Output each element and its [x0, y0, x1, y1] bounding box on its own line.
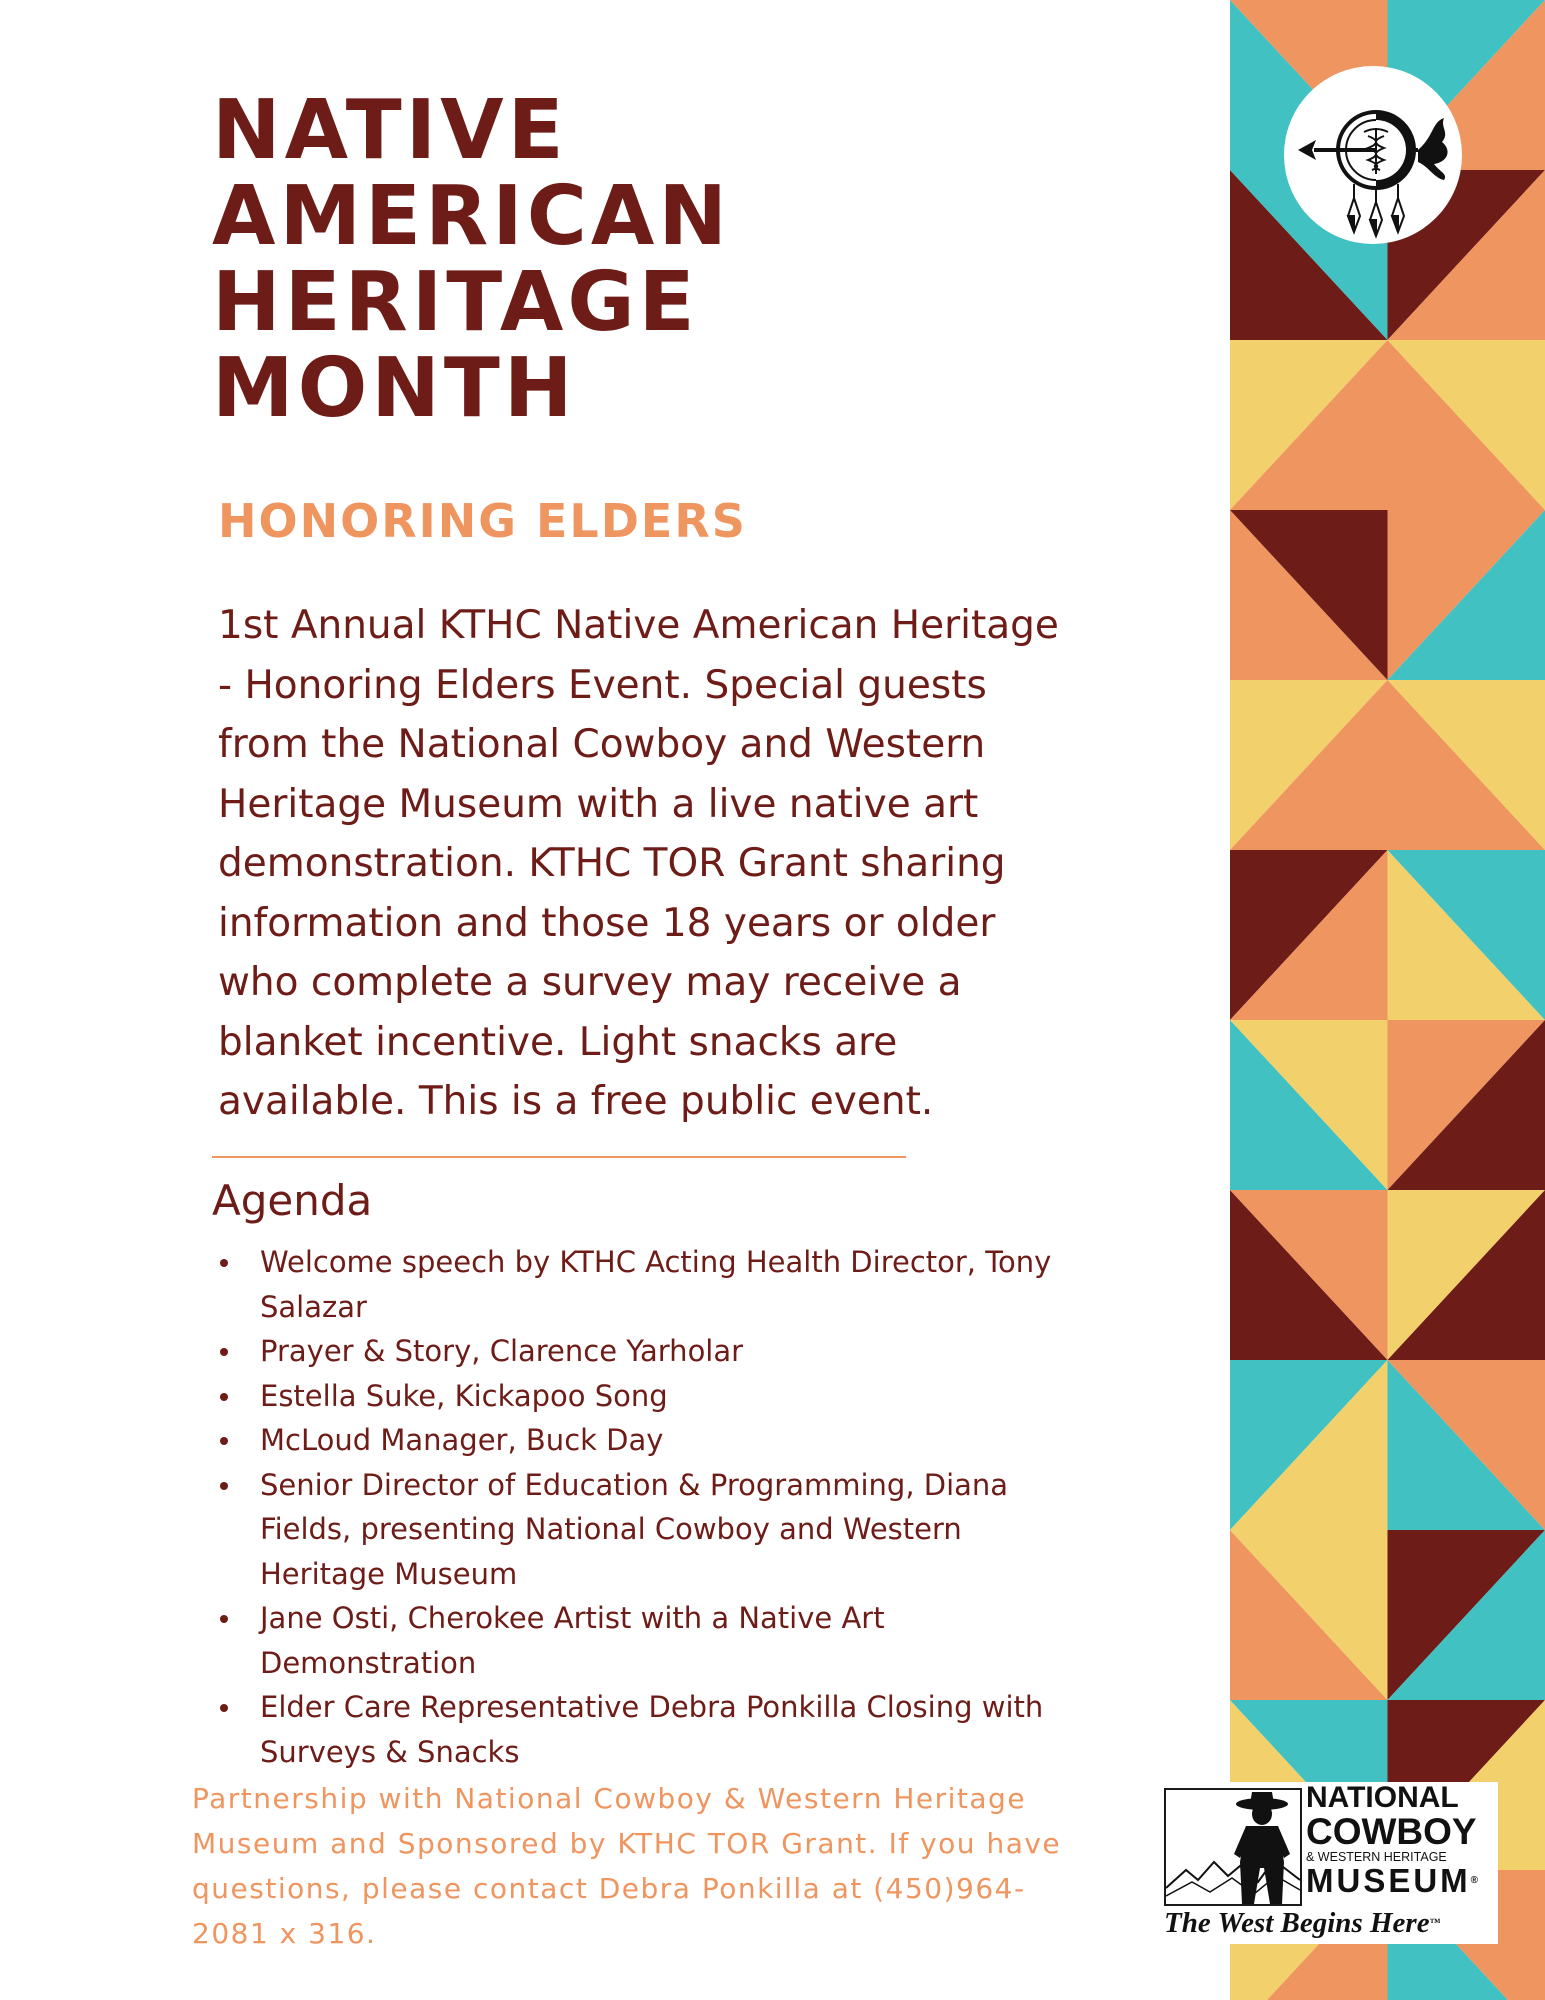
museum-name-line2: COWBOY	[1306, 1811, 1477, 1852]
agenda-heading: Agenda	[212, 1176, 373, 1225]
title-line-1: NATIVE	[212, 83, 568, 178]
organization-logo	[1284, 66, 1462, 244]
museum-name-line1: NATIONAL	[1306, 1781, 1459, 1814]
geometric-pattern-strip	[1230, 0, 1545, 2000]
page-title	[212, 83, 731, 436]
agenda-item: Prayer & Story, Clarence Yarholar	[216, 1329, 1076, 1374]
sponsor-contact-note: Partnership with National Cowboy & Western Heritage Museum and Sponsored by KTHC TOR Grant. If you have questions, please contact Debra Ponkilla at (450)964-2081 x 316.	[192, 1782, 1062, 1950]
museum-tagline-text: The West Begins Here	[1164, 1907, 1430, 1939]
museum-name-word: MUSEUM	[1306, 1862, 1471, 1899]
medicine-wheel-caduceus-icon	[1284, 66, 1462, 244]
title-line-4: MONTH	[212, 341, 577, 436]
cowboy-silhouette-icon	[1164, 1788, 1302, 1906]
museum-name	[1306, 1782, 1498, 1898]
agenda-list	[216, 1240, 1076, 1774]
title-line-2: AMERICAN	[212, 169, 731, 264]
agenda-item: Estella Suke, Kickapoo Song	[216, 1374, 1076, 1419]
museum-logo	[1162, 1782, 1498, 1944]
agenda-item: Senior Director of Education & Programming, Diana Fields, presenting National Cowboy and Western Heritage Museum	[216, 1463, 1076, 1597]
trademark-mark: ™	[1429, 1917, 1441, 1929]
agenda-item: Elder Care Representative Debra Ponkilla Closing with Surveys & Snacks	[216, 1685, 1076, 1774]
museum-tagline	[1164, 1906, 1498, 1940]
event-description: 1st Annual KTHC Native American Heritage - Honoring Elders Event. Special guests from the National Cowboy and Western Heritage Museum with a live native art demonstration. KTHC TOR Grant sharing information and those 18 years or older who complete a survey may receive a blanket incentive. Light snacks are available. This is a free public event.	[218, 603, 1059, 1124]
museum-name-line4	[1306, 1864, 1498, 1898]
agenda-item: Welcome speech by KTHC Acting Health Director, Tony Salazar	[216, 1240, 1076, 1329]
agenda-item: McLoud Manager, Buck Day	[216, 1418, 1076, 1463]
subtitle: HONORING ELDERS	[218, 494, 747, 548]
agenda-item: Jane Osti, Cherokee Artist with a Native Art Demonstration	[216, 1596, 1076, 1685]
museum-name-line3: & WESTERN HERITAGE	[1306, 1850, 1447, 1864]
section-divider	[212, 1156, 906, 1158]
title-line-3: HERITAGE	[212, 255, 699, 350]
registered-mark: ®	[1470, 1875, 1479, 1886]
